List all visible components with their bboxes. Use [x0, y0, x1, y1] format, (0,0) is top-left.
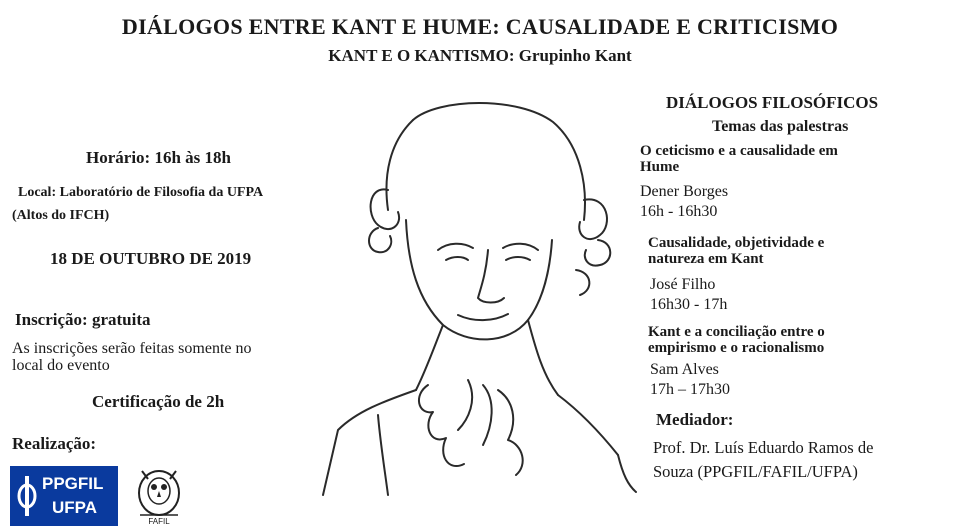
registration-line2: local do evento: [12, 357, 110, 374]
schedule-hours: Horário: 16h às 18h: [86, 148, 231, 167]
kant-portrait: [318, 100, 648, 500]
owl-icon: [130, 463, 188, 517]
event-date: 18 DE OUTUBRO DE 2019: [50, 249, 252, 268]
registration-title: Inscrição: gratuita: [15, 310, 151, 329]
talk-2-title-line2: natureza em Kant: [648, 251, 764, 267]
moderator-line1: Prof. Dr. Luís Eduardo Ramos de: [653, 438, 874, 457]
phi-icon: [16, 474, 38, 518]
talk-3-speaker: Sam Alves: [650, 361, 719, 378]
talk-3-title-line2: empirismo e o racionalismo: [648, 340, 825, 356]
talk-2-speaker: José Filho: [650, 276, 716, 293]
ppgfil-logo: [10, 466, 118, 526]
venue-line1: Local: Laboratório de Filosofia da UFPA: [18, 185, 264, 200]
talk-1-title-line2: Hume: [640, 159, 680, 175]
talk-1-time: 16h - 16h30: [640, 203, 718, 220]
event-subtitle: KANT E O KANTISMO: Grupinho Kant: [328, 46, 632, 65]
event-title: DIÁLOGOS ENTRE KANT E HUME: CAUSALIDADE E CRITICISMO: [121, 14, 839, 39]
section-subtitle: Temas das palestras: [712, 118, 849, 135]
talk-3-time: 17h – 17h30: [650, 381, 730, 398]
registration-line1: As inscrições serão feitas somente no: [12, 340, 252, 357]
ufpa-logo-text: UFPA: [52, 498, 98, 517]
section-title: DIÁLOGOS FILOSÓFICOS: [666, 93, 879, 112]
certification: Certificação de 2h: [92, 392, 225, 411]
moderator-line2: Souza (PPGFIL/FAFIL/UFPA): [653, 462, 858, 481]
ppgfil-logo-text: PPGFIL: [42, 474, 104, 493]
talk-1-speaker: Dener Borges: [640, 183, 729, 200]
talk-1-title-line1: O ceticismo e a causalidade em: [640, 143, 838, 159]
talk-2-title-line1: Causalidade, objetividade e: [648, 235, 825, 251]
talk-3-title-line1: Kant e a conciliação entre o: [648, 324, 825, 340]
fafil-logo-text: FAFIL: [148, 517, 170, 526]
organizers-label: Realização:: [12, 434, 97, 453]
talk-2-time: 16h30 - 17h: [650, 296, 728, 313]
moderator-label: Mediador:: [656, 410, 734, 429]
venue-line2: (Altos do IFCH): [12, 208, 110, 223]
fafil-logo: [130, 463, 188, 529]
